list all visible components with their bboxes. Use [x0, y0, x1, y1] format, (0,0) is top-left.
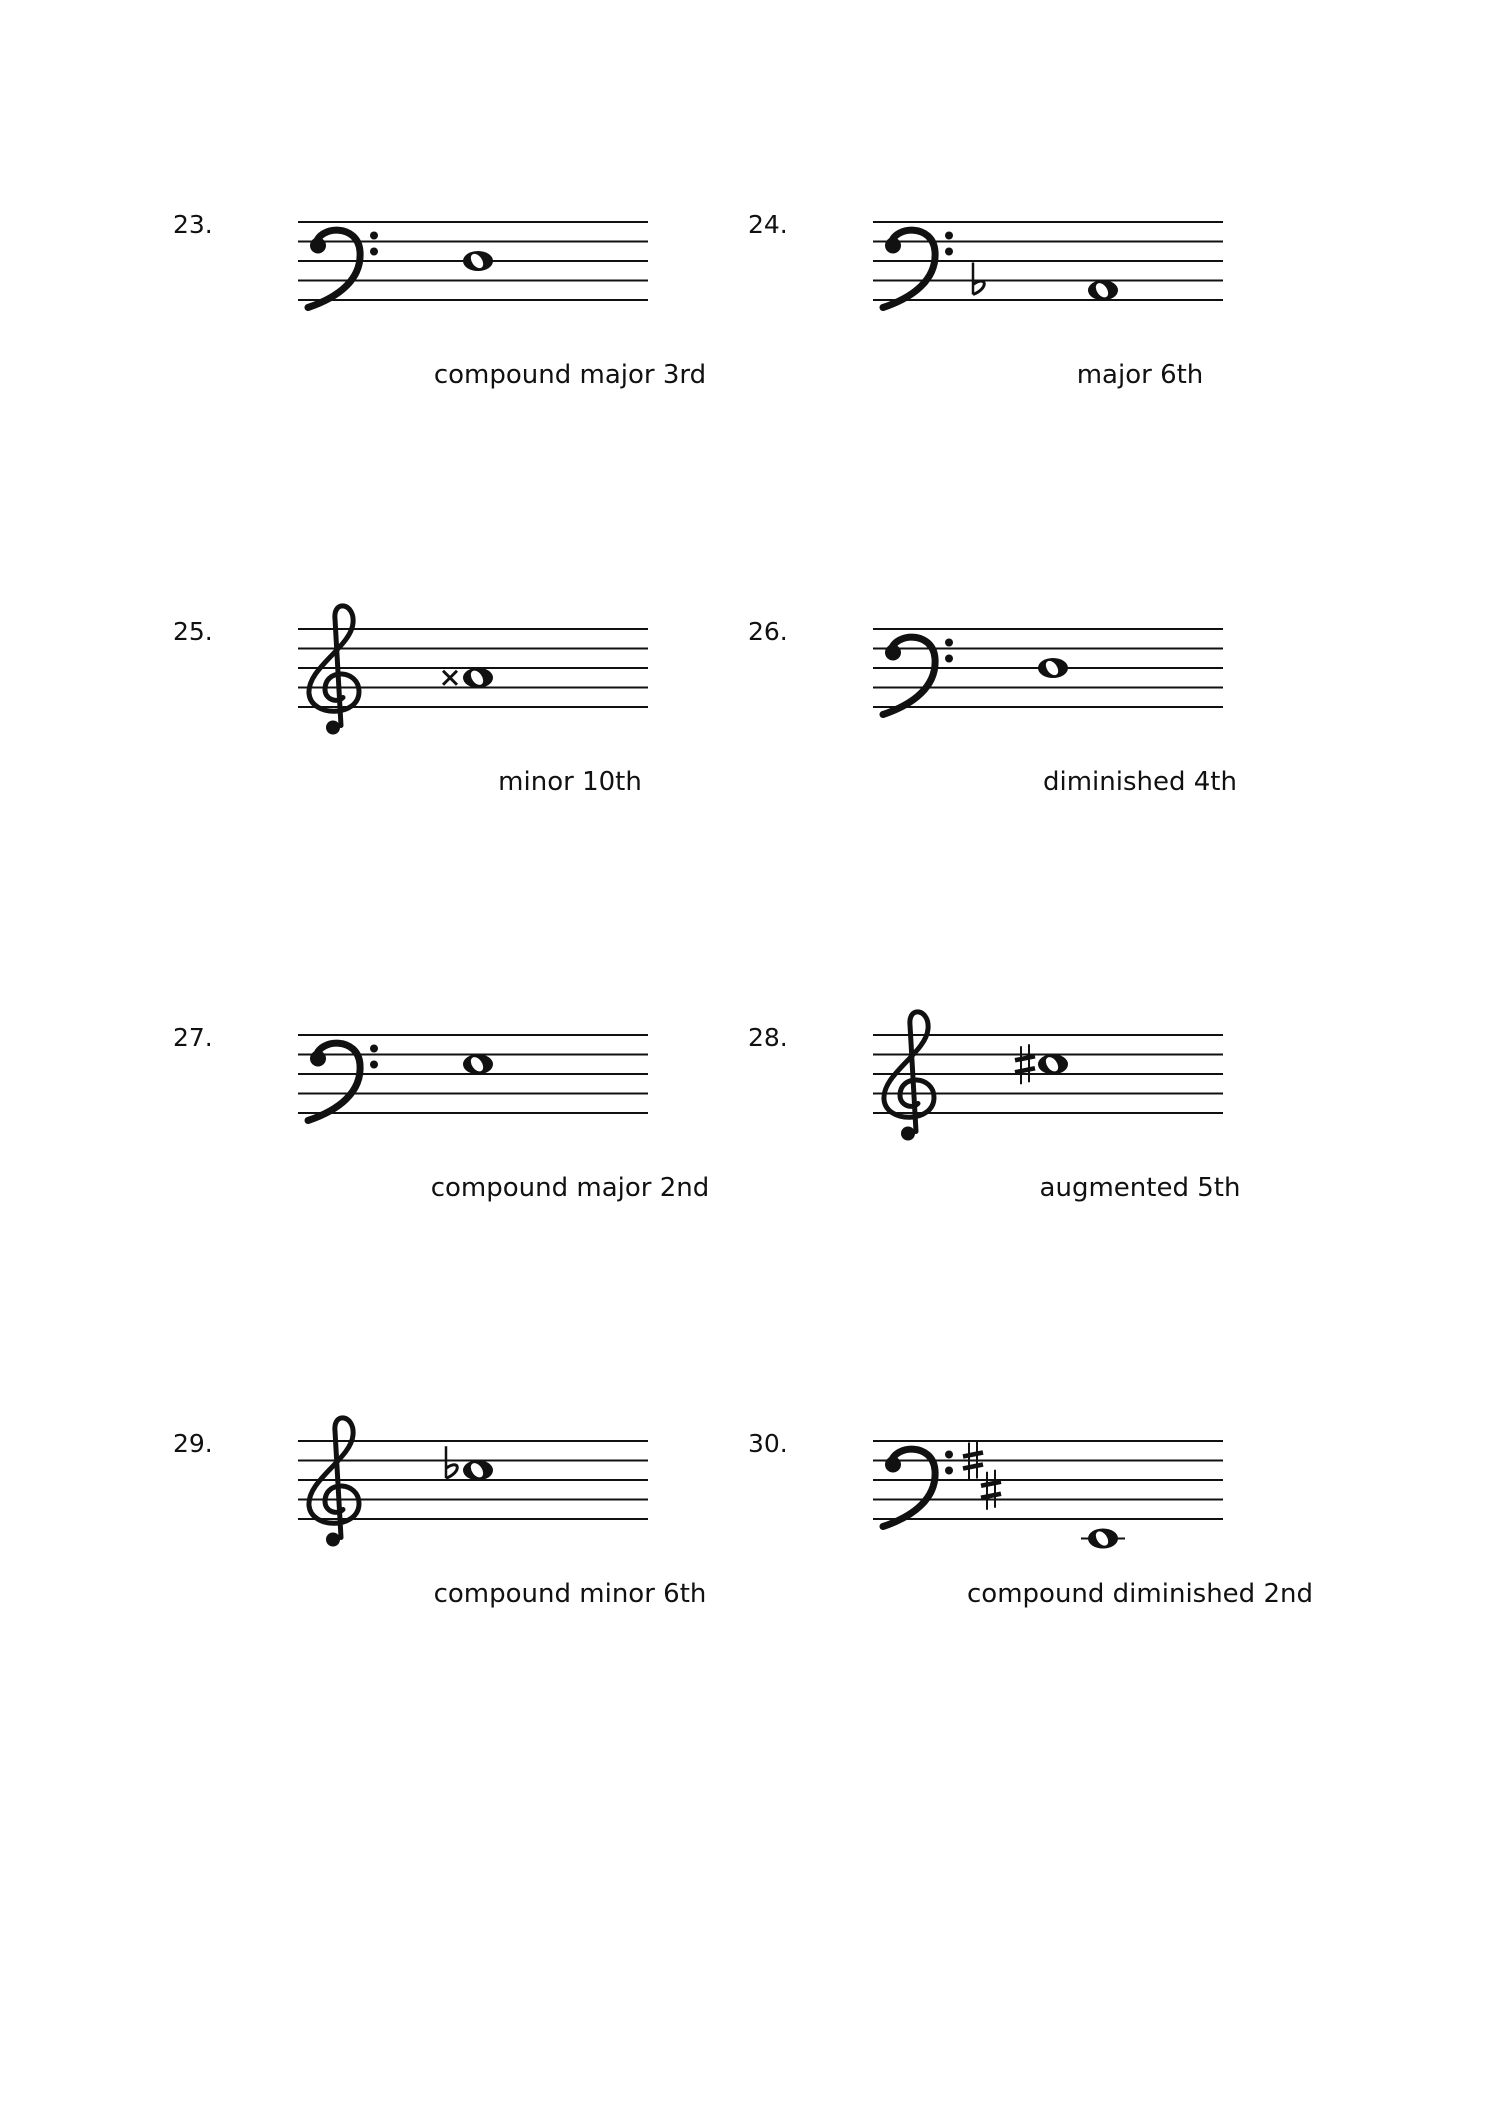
double-sharp-icon	[443, 671, 457, 685]
whole-note-icon	[1038, 658, 1068, 678]
flat-icon	[973, 263, 984, 295]
whole-note-icon	[463, 1460, 493, 1480]
treble-clef-icon	[309, 606, 359, 735]
exercise-24	[748, 210, 1448, 510]
staff-lines	[298, 629, 648, 707]
interval-label: minor 10th	[498, 767, 642, 797]
interval-label: compound major 2nd	[430, 1173, 710, 1203]
whole-note-icon	[1088, 280, 1118, 300]
music-staff	[748, 1429, 1448, 1589]
treble-clef-icon	[884, 1012, 934, 1141]
treble-clef-icon	[309, 1418, 359, 1547]
interval-label: augmented 5th	[1039, 1173, 1241, 1203]
interval-label: compound diminished 2nd	[967, 1579, 1313, 1609]
exercise-26	[748, 617, 1448, 917]
interval-label: diminished 4th	[1043, 767, 1237, 797]
sharp-icon	[981, 1470, 1001, 1510]
whole-note-icon	[463, 1054, 493, 1074]
whole-note-icon	[1038, 1054, 1068, 1074]
sharp-icon	[1015, 1044, 1035, 1084]
flat-icon	[446, 1446, 457, 1478]
exercise-number: 26.	[748, 617, 788, 646]
interval-label: major 6th	[1076, 360, 1204, 390]
exercise-number: 25.	[173, 617, 213, 646]
whole-note-icon	[1088, 1529, 1118, 1549]
music-staff	[748, 1023, 1448, 1183]
exercise-number: 23.	[173, 210, 213, 239]
exercise-number: 29.	[173, 1429, 213, 1458]
interval-label: compound minor 6th	[433, 1579, 707, 1609]
exercise-number: 24.	[748, 210, 788, 239]
exercise-number: 30.	[748, 1429, 788, 1458]
staff-lines	[298, 1441, 648, 1519]
whole-note-icon	[463, 251, 493, 271]
whole-note-icon	[463, 668, 493, 688]
staff-lines	[873, 1035, 1223, 1113]
interval-label: compound major 3rd	[433, 360, 707, 390]
music-staff	[748, 210, 1448, 370]
exercise-number: 27.	[173, 1023, 213, 1052]
exercise-number: 28.	[748, 1023, 788, 1052]
music-staff	[748, 617, 1448, 777]
exercise-28	[748, 1023, 1448, 1323]
exercise-30	[748, 1429, 1448, 1729]
